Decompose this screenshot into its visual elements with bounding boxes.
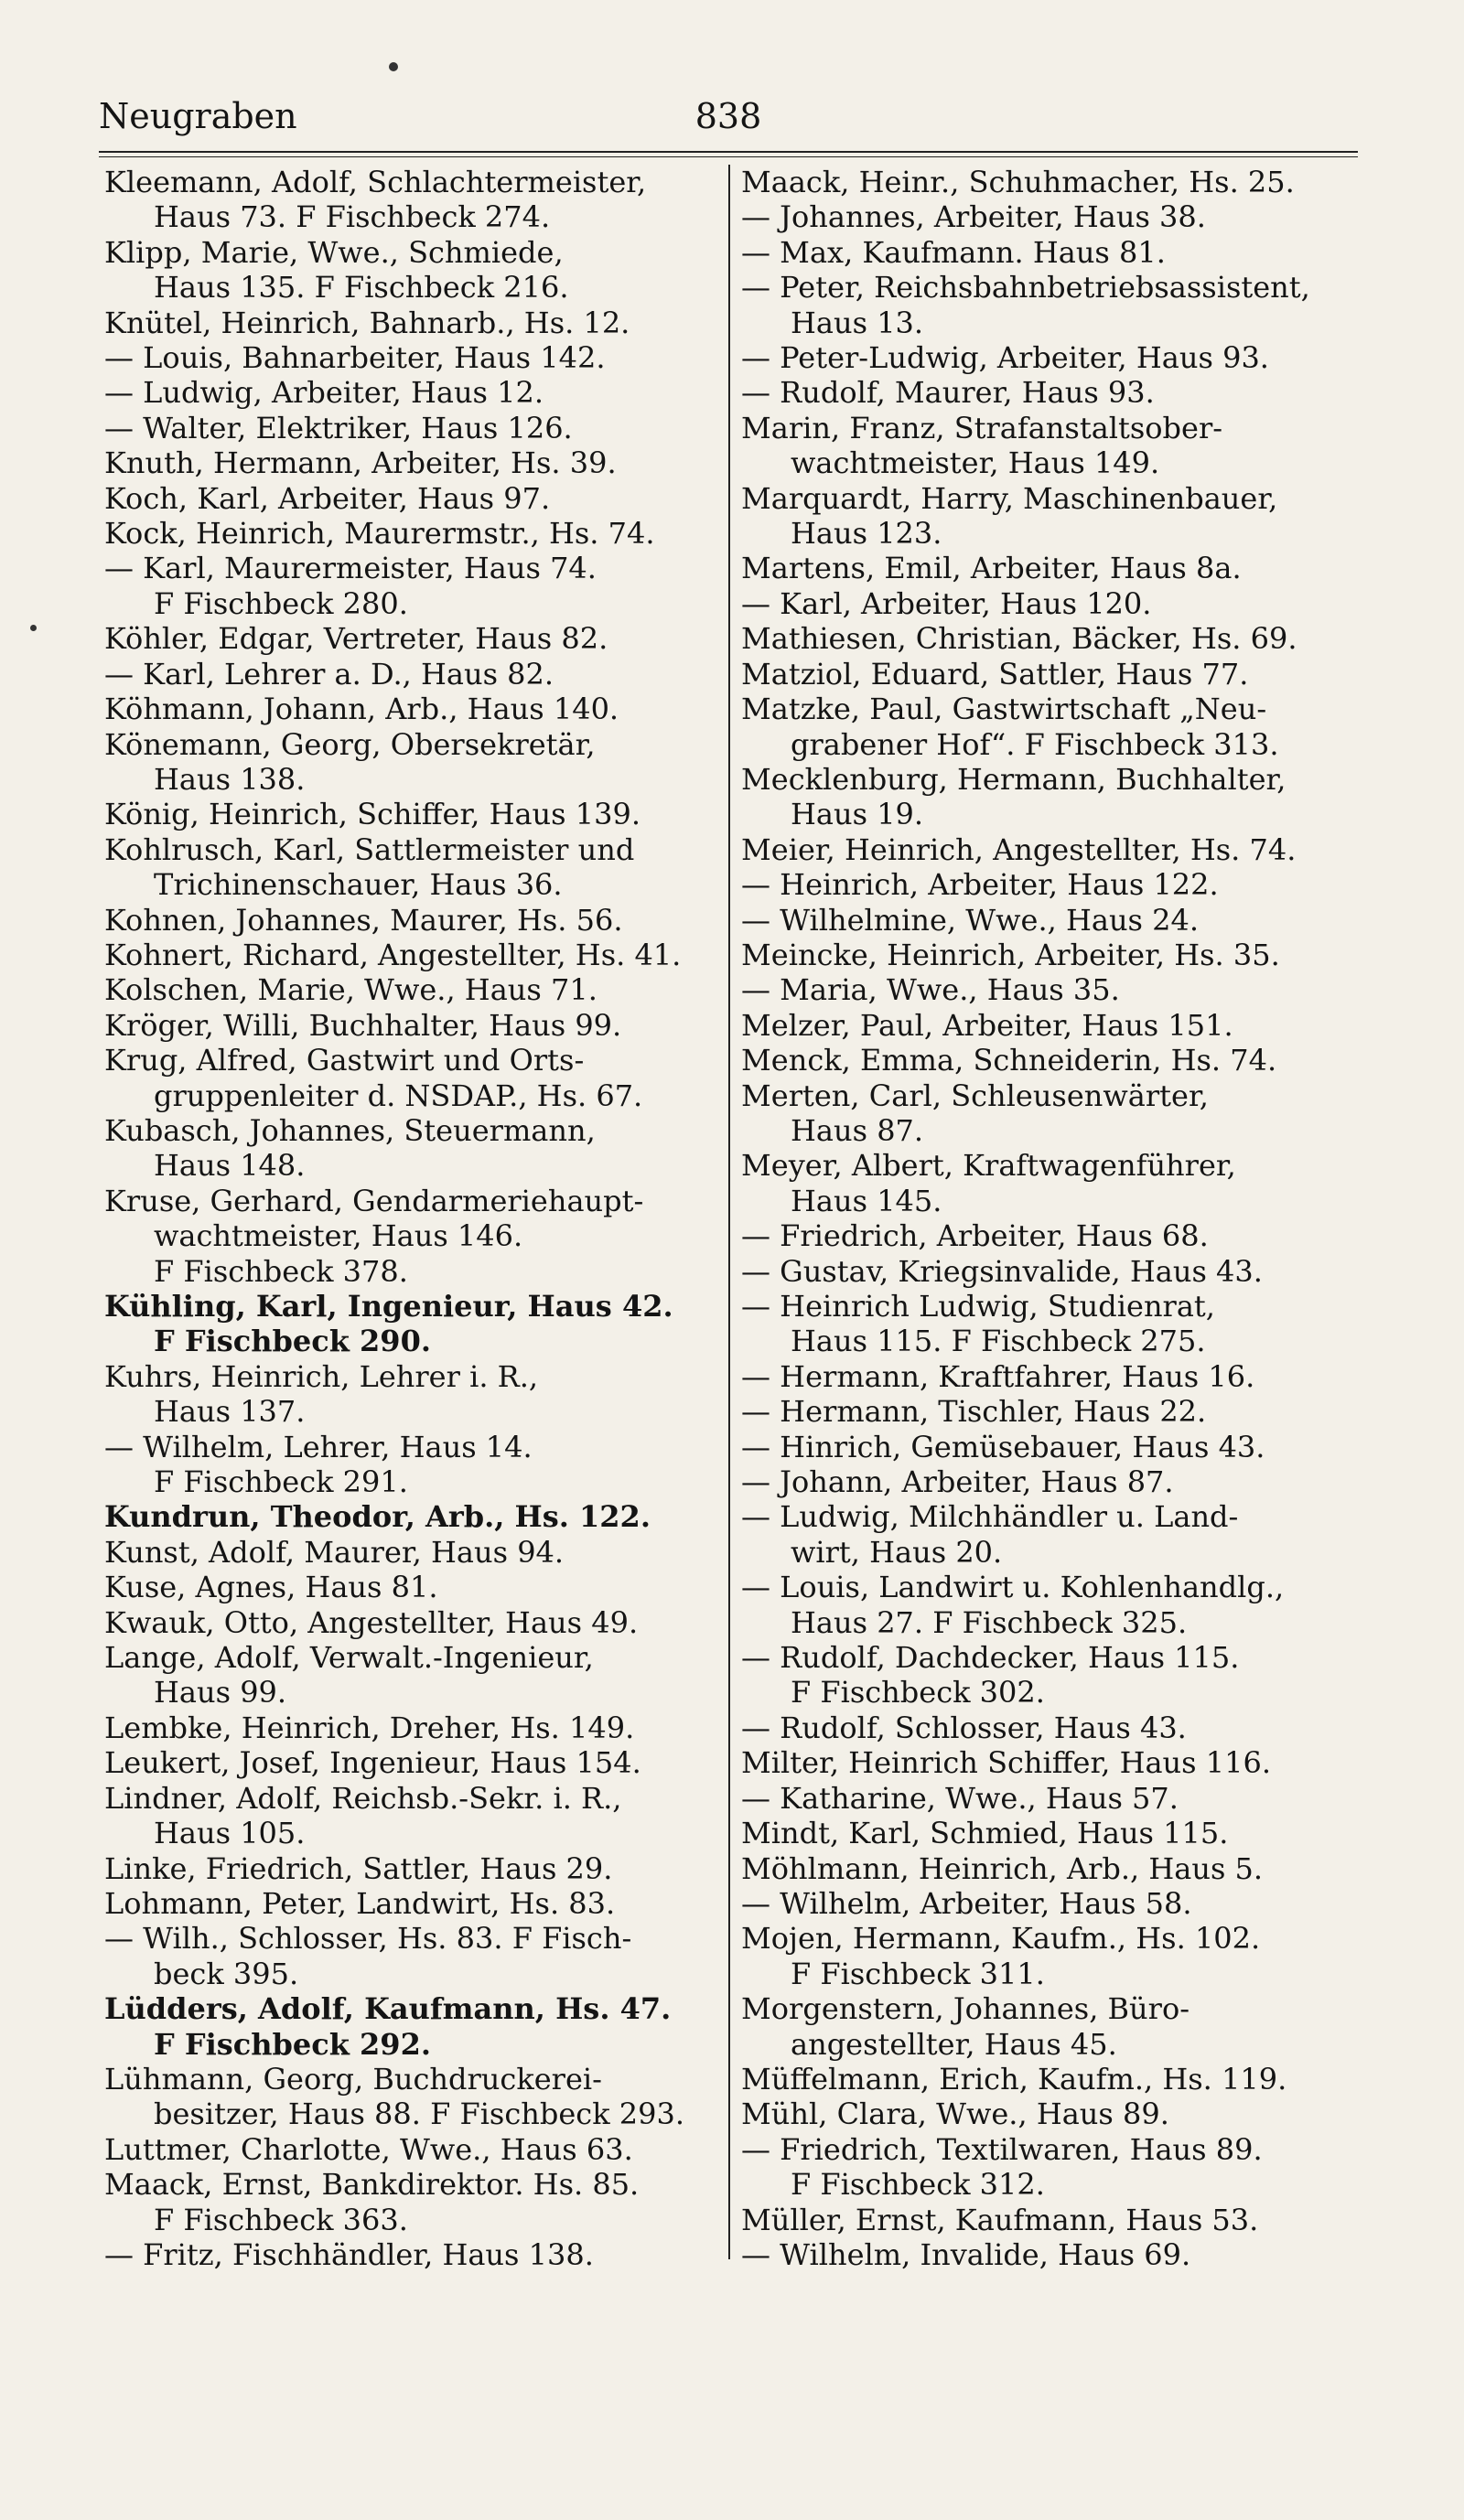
entry-line: Kohlrusch, Karl, Sattlermeister und	[104, 831, 635, 867]
directory-entry	[741, 199, 1360, 234]
directory-entry	[741, 762, 1360, 832]
entry-line: Kolschen, Marie, Wwe., Haus 71.	[104, 972, 597, 1008]
directory-entry	[741, 1078, 1360, 1149]
entry-continuation: Haus 99.	[154, 1675, 287, 1710]
entry-line: — Maria, Wwe., Haus 35.	[741, 972, 1120, 1008]
directory-entry	[741, 903, 1360, 938]
directory-entry	[741, 1851, 1360, 1886]
entry-line: Meier, Heinrich, Angestellter, Hs. 74.	[741, 831, 1297, 867]
directory-entry	[741, 1359, 1360, 1394]
entry-line: Kühling, Karl, Ingenieur, Haus 42.	[104, 1289, 673, 1324]
directory-entry	[104, 375, 723, 410]
entry-line: — Rudolf, Dachdecker, Haus 115.	[741, 1640, 1240, 1676]
entry-line: — Wilhelm, Arbeiter, Haus 58.	[741, 1885, 1192, 1921]
entry-line: — Walter, Elektriker, Haus 126.	[104, 410, 573, 445]
entry-continuation: Haus 135. F Fischbeck 216.	[154, 270, 569, 306]
entry-line: Mecklenburg, Hermann, Buchhalter,	[741, 761, 1286, 797]
entry-line: — Hinrich, Gemüsebauer, Haus 43.	[741, 1429, 1265, 1464]
entry-line: Meincke, Heinrich, Arbeiter, Hs. 35.	[741, 937, 1280, 972]
entry-line: Mathiesen, Christian, Bäcker, Hs. 69.	[741, 621, 1297, 657]
entry-line: Lembke, Heinrich, Dreher, Hs. 149.	[104, 1710, 635, 1745]
entry-continuation: Haus 123.	[791, 516, 942, 552]
entry-continuation: Haus 87.	[791, 1112, 924, 1148]
entry-line: Maack, Ernst, Bankdirektor. Hs. 85.	[104, 2167, 640, 2203]
entry-continuation: F Fischbeck 280.	[154, 585, 408, 621]
entry-continuation: wachtmeister, Haus 146.	[154, 1218, 523, 1254]
column-divider	[728, 165, 730, 2259]
directory-entry	[741, 1430, 1360, 1464]
entry-line: Marquardt, Harry, Maschinenbauer,	[741, 480, 1278, 516]
directory-entry	[104, 2167, 723, 2237]
entry-continuation: wachtmeister, Haus 149.	[791, 445, 1160, 481]
entry-line: — Heinrich, Arbeiter, Haus 122.	[741, 867, 1219, 903]
directory-entry	[741, 1710, 1360, 1745]
directory-entry	[104, 1640, 723, 1710]
entry-continuation: wirt, Haus 20.	[791, 1534, 1003, 1570]
entry-continuation: gruppenleiter d. NSDAP., Hs. 67.	[154, 1078, 643, 1113]
entry-line: Luttmer, Charlotte, Wwe., Haus 63.	[104, 2131, 633, 2167]
directory-entry	[104, 692, 723, 726]
entry-line: Köhmann, Johann, Arb., Haus 140.	[104, 692, 619, 727]
entry-line: Kohnen, Johannes, Maurer, Hs. 56.	[104, 902, 623, 938]
entry-line: Müffelmann, Erich, Kaufm., Hs. 119.	[741, 2061, 1287, 2096]
directory-entry	[741, 1148, 1360, 1218]
entry-line: — Ludwig, Milchhändler u. Land-	[741, 1499, 1239, 1535]
directory-entry	[104, 340, 723, 375]
directory-entry	[741, 972, 1360, 1007]
header-rule-thin	[99, 156, 1358, 157]
directory-entry	[104, 1851, 723, 1886]
entry-line: Kubasch, Johannes, Steuermann,	[104, 1112, 596, 1148]
directory-entry	[741, 551, 1360, 585]
entry-line: Melzer, Paul, Arbeiter, Haus 151.	[741, 1007, 1233, 1043]
entry-line: Mindt, Karl, Schmied, Haus 115.	[741, 1816, 1229, 1851]
entry-line: — Wilhelmine, Wwe., Haus 24.	[741, 902, 1200, 938]
entry-line: — Johann, Arbeiter, Haus 87.	[741, 1464, 1174, 1500]
directory-entry	[741, 1464, 1360, 1499]
entry-line: Merten, Carl, Schleusenwärter,	[741, 1078, 1209, 1113]
entry-line: — Peter-Ludwig, Arbeiter, Haus 93.	[741, 340, 1269, 376]
entry-line: — Karl, Lehrer a. D., Haus 82.	[104, 656, 554, 692]
entry-continuation: Haus 145.	[791, 1183, 942, 1218]
directory-entry	[741, 1921, 1360, 1991]
directory-entry	[104, 727, 723, 798]
entry-line: Möhlmann, Heinrich, Arb., Haus 5.	[741, 1850, 1264, 1886]
directory-entry	[741, 1218, 1360, 1253]
entry-line: — Louis, Bahnarbeiter, Haus 142.	[104, 340, 606, 376]
directory-entry	[104, 306, 723, 340]
directory-entry	[104, 1184, 723, 1289]
directory-entry	[741, 1886, 1360, 1921]
directory-entry	[741, 1008, 1360, 1043]
directory-entry	[741, 867, 1360, 902]
entry-continuation: grabener Hof“. F Fischbeck 313.	[791, 726, 1279, 762]
entry-line: — Johannes, Arbeiter, Haus 38.	[741, 199, 1206, 235]
directory-entry	[741, 1499, 1360, 1570]
directory-entry	[741, 1570, 1360, 1640]
directory-entry	[104, 2237, 723, 2272]
directory-entry	[741, 1745, 1360, 1780]
directory-entry	[104, 1781, 723, 1851]
entry-line: — Rudolf, Maurer, Haus 93.	[741, 375, 1155, 411]
header-rule	[99, 151, 1358, 153]
entry-continuation: Haus 115. F Fischbeck 275.	[791, 1324, 1206, 1359]
entry-continuation: Haus 137.	[154, 1394, 306, 1430]
directory-entry	[741, 1816, 1360, 1850]
directory-entry	[741, 1991, 1360, 2062]
entry-line: Könemann, Georg, Obersekretär,	[104, 726, 596, 762]
entry-line: — Friedrich, Textilwaren, Haus 89.	[741, 2131, 1263, 2167]
directory-entry	[741, 1254, 1360, 1289]
entry-line: Kuse, Agnes, Haus 81.	[104, 1570, 438, 1605]
entry-line: Lange, Adolf, Verwalt.-Ingenieur,	[104, 1640, 594, 1676]
directory-entry	[104, 165, 723, 235]
directory-entry	[104, 1113, 723, 1184]
directory-entry	[741, 938, 1360, 972]
entry-line: Kohnert, Richard, Angestellter, Hs. 41.	[104, 937, 682, 972]
entry-line: — Peter, Reichsbahnbetriebsassistent,	[741, 270, 1310, 306]
entry-continuation: F Fischbeck 302.	[791, 1675, 1045, 1710]
entry-line: — Fritz, Fischhändler, Haus 138.	[104, 2236, 594, 2272]
directory-entry	[741, 1043, 1360, 1078]
entry-line: Mühl, Clara, Wwe., Haus 89.	[741, 2096, 1169, 2132]
directory-entry	[104, 445, 723, 480]
directory-entry	[104, 1289, 723, 1359]
entry-continuation: besitzer, Haus 88. F Fischbeck 293.	[154, 2096, 685, 2132]
entry-continuation: F Fischbeck 378.	[154, 1253, 408, 1289]
entry-line: Kuhrs, Heinrich, Lehrer i. R.,	[104, 1358, 539, 1394]
entry-line: — Wilhelm, Lehrer, Haus 14.	[104, 1429, 533, 1464]
directory-entry	[741, 165, 1360, 199]
directory-entry	[741, 621, 1360, 656]
entry-line: Marin, Franz, Strafanstaltsober-	[741, 410, 1223, 445]
right-column	[741, 165, 1360, 2272]
entry-continuation: Trichinenschauer, Haus 36.	[154, 867, 563, 903]
entry-line: Krug, Alfred, Gastwirt und Orts-	[104, 1043, 585, 1078]
entry-line: Klipp, Marie, Wwe., Schmiede,	[104, 234, 564, 270]
directory-entry	[741, 481, 1360, 552]
directory-entry	[741, 411, 1360, 481]
entry-continuation: Haus 73. F Fischbeck 274.	[154, 199, 551, 235]
directory-entry	[741, 2132, 1360, 2203]
directory-entry	[741, 2237, 1360, 2272]
entry-continuation: angestellter, Haus 45.	[791, 2026, 1117, 2062]
entry-line: — Wilh., Schlosser, Hs. 83. F Fisch-	[104, 1921, 632, 1957]
entry-continuation: F Fischbeck 311.	[791, 1956, 1045, 1991]
entry-line: Linke, Friedrich, Sattler, Haus 29.	[104, 1850, 613, 1886]
entry-line: Kunst, Adolf, Maurer, Haus 94.	[104, 1534, 565, 1570]
entry-line: Martens, Emil, Arbeiter, Haus 8a.	[741, 551, 1242, 586]
entry-line: Menck, Emma, Schneiderin, Hs. 74.	[741, 1043, 1277, 1078]
directory-entry	[104, 235, 723, 306]
directory-entry	[741, 832, 1360, 867]
entry-line: — Hermann, Tischler, Haus 22.	[741, 1394, 1207, 1430]
entry-line: Milter, Heinrich Schiffer, Haus 116.	[741, 1745, 1271, 1781]
directory-entry	[741, 2203, 1360, 2237]
directory-entry	[104, 972, 723, 1007]
directory-entry	[104, 1570, 723, 1604]
left-column	[104, 165, 723, 2272]
directory-entry	[104, 797, 723, 831]
directory-entry	[741, 340, 1360, 375]
directory-entry	[104, 657, 723, 692]
entry-line: — Heinrich Ludwig, Studienrat,	[741, 1289, 1215, 1324]
entry-line: — Ludwig, Arbeiter, Haus 12.	[104, 375, 544, 411]
directory-entry	[104, 551, 723, 621]
entry-continuation: Haus 148.	[154, 1148, 306, 1184]
entry-line: Köhler, Edgar, Vertreter, Haus 82.	[104, 621, 608, 657]
directory-entry	[741, 375, 1360, 410]
directory-entry	[741, 1640, 1360, 1710]
entry-line: — Katharine, Wwe., Haus 57.	[741, 1780, 1179, 1816]
entry-line: Meyer, Albert, Kraftwagenführer,	[741, 1148, 1236, 1184]
entry-line: Leukert, Josef, Ingenieur, Haus 154.	[104, 1745, 641, 1781]
directory-entry	[104, 1991, 723, 2062]
entry-continuation: Haus 27. F Fischbeck 325.	[791, 1604, 1188, 1640]
directory-entry	[741, 1781, 1360, 1816]
entry-continuation: Haus 105.	[154, 1816, 306, 1851]
entry-line: — Louis, Landwirt u. Kohlenhandlg.,	[741, 1570, 1285, 1605]
entry-continuation: F Fischbeck 291.	[154, 1464, 408, 1500]
directory-entry	[104, 516, 723, 551]
directory-entry	[104, 1886, 723, 1921]
entry-line: Koch, Karl, Arbeiter, Haus 97.	[104, 480, 551, 516]
entry-line: Lühmann, Georg, Buchdruckerei-	[104, 2061, 602, 2096]
entry-line: König, Heinrich, Schiffer, Haus 139.	[104, 797, 640, 832]
directory-entry	[104, 1605, 723, 1640]
directory-entry	[741, 692, 1360, 762]
entry-line: Maack, Heinr., Schuhmacher, Hs. 25.	[741, 165, 1295, 199]
directory-entry	[104, 2132, 723, 2167]
entry-line: — Gustav, Kriegsinvalide, Haus 43.	[741, 1253, 1263, 1289]
directory-entry	[104, 621, 723, 656]
directory-entry	[104, 832, 723, 903]
directory-entry	[104, 411, 723, 445]
entry-line: Morgenstern, Johannes, Büro-	[741, 1991, 1190, 2027]
entry-line: — Karl, Arbeiter, Haus 120.	[741, 585, 1152, 621]
directory-entry	[104, 1008, 723, 1043]
directory-entry	[104, 903, 723, 938]
entry-line: Lüdders, Adolf, Kaufmann, Hs. 47.	[104, 1991, 672, 2027]
directory-entry	[104, 1921, 723, 1991]
entry-line: — Karl, Maurermeister, Haus 74.	[104, 551, 597, 586]
entry-line: Mojen, Hermann, Kaufm., Hs. 102.	[741, 1921, 1261, 1957]
directory-entry	[104, 2062, 723, 2132]
entry-line: Müller, Ernst, Kaufmann, Haus 53.	[741, 2202, 1259, 2237]
entry-continuation: beck 395.	[154, 1956, 299, 1991]
entry-line: — Rudolf, Schlosser, Haus 43.	[741, 1710, 1187, 1745]
directory-entry	[741, 1289, 1360, 1359]
ink-speck	[30, 625, 37, 631]
entry-line: Kwauk, Otto, Angestellter, Haus 49.	[104, 1604, 639, 1640]
entry-continuation: F Fischbeck 312.	[791, 2167, 1045, 2203]
entry-line: Knütel, Heinrich, Bahnarb., Hs. 12.	[104, 305, 630, 340]
directory-entry	[104, 1710, 723, 1745]
directory-entry	[104, 1745, 723, 1780]
entry-line: — Wilhelm, Invalide, Haus 69.	[741, 2236, 1191, 2272]
directory-entry	[104, 1043, 723, 1113]
page-number: 838	[694, 96, 762, 136]
entry-line: Lohmann, Peter, Landwirt, Hs. 83.	[104, 1885, 616, 1921]
directory-entry	[741, 270, 1360, 340]
entry-line: Matziol, Eduard, Sattler, Haus 77.	[741, 656, 1249, 692]
directory-entry	[741, 657, 1360, 692]
entry-line: Kundrun, Theodor, Arb., Hs. 122.	[104, 1499, 651, 1535]
directory-entry	[104, 1499, 723, 1534]
entry-continuation: F Fischbeck 290.	[154, 1324, 431, 1359]
entry-continuation: F Fischbeck 292.	[154, 2026, 431, 2062]
entry-continuation: Haus 13.	[791, 305, 924, 340]
directory-entry	[104, 481, 723, 516]
entry-line: — Max, Kaufmann. Haus 81.	[741, 234, 1166, 270]
entry-continuation: F Fischbeck 363.	[154, 2202, 408, 2237]
page-header	[99, 87, 1358, 142]
entry-line: Kleemann, Adolf, Schlachtermeister,	[104, 165, 647, 199]
directory-entry	[104, 938, 723, 972]
entry-line: Kock, Heinrich, Maurermstr., Hs. 74.	[104, 516, 655, 552]
directory-entry	[104, 1430, 723, 1500]
directory-entry	[104, 1535, 723, 1570]
entry-line: Matzke, Paul, Gastwirtschaft „Neu-	[741, 692, 1267, 727]
ink-speck	[389, 62, 398, 71]
entry-line: — Hermann, Kraftfahrer, Haus 16.	[741, 1358, 1255, 1394]
directory-entry	[741, 2096, 1360, 2131]
entry-line: Lindner, Adolf, Reichsb.-Sekr. i. R.,	[104, 1780, 622, 1816]
directory-entry	[741, 2062, 1360, 2096]
directory-entry	[104, 1359, 723, 1430]
entry-line: Kröger, Willi, Buchhalter, Haus 99.	[104, 1007, 622, 1043]
entry-line: Kruse, Gerhard, Gendarmeriehaupt-	[104, 1183, 644, 1218]
directory-entry	[741, 235, 1360, 270]
entry-line: Knuth, Hermann, Arbeiter, Hs. 39.	[104, 445, 617, 481]
entry-continuation: Haus 138.	[154, 761, 306, 797]
directory-entry	[741, 586, 1360, 621]
entry-continuation: Haus 19.	[791, 797, 924, 832]
running-head: Neugraben	[99, 96, 297, 136]
directory-entry	[741, 1394, 1360, 1429]
entry-line: — Friedrich, Arbeiter, Haus 68.	[741, 1218, 1209, 1254]
